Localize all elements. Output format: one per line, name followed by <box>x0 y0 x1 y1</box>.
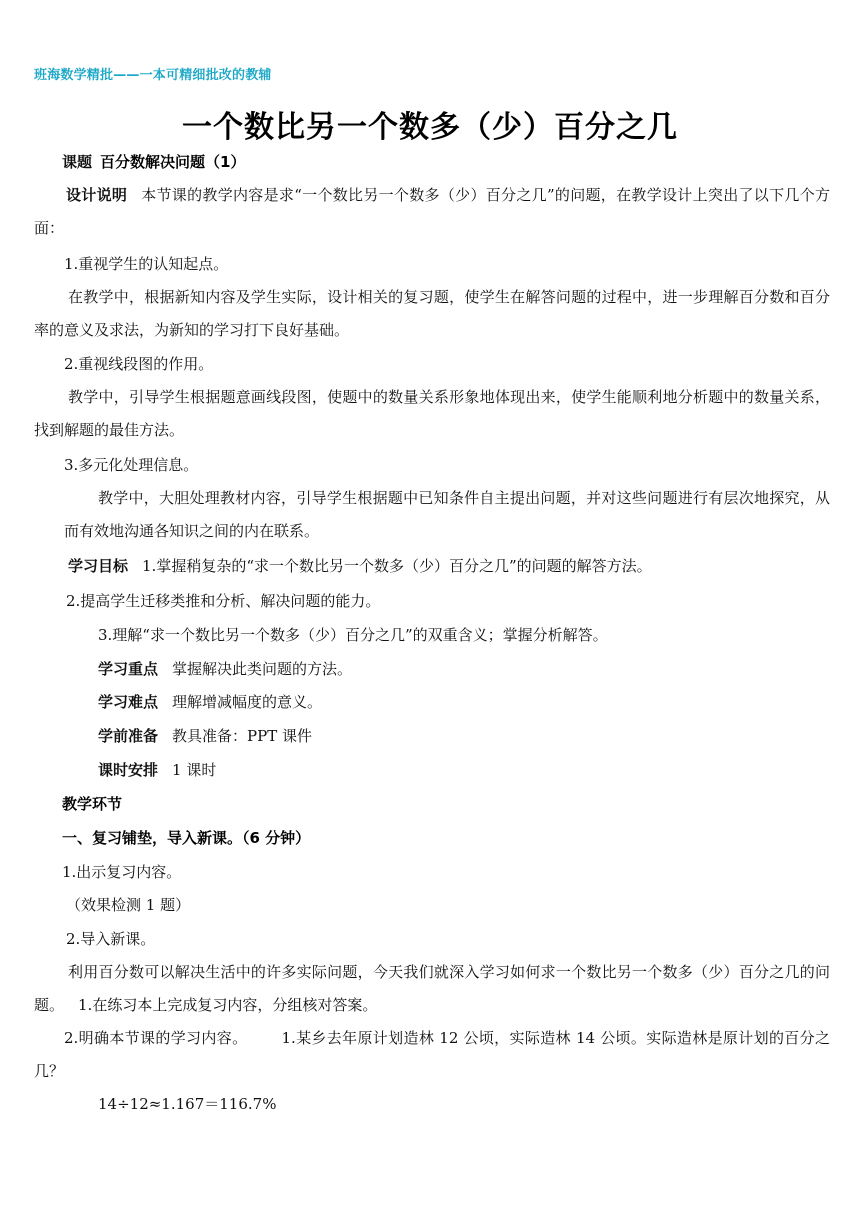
design-point1-title: 1.重视学生的认知起点。 <box>64 255 229 273</box>
s1-item2b: 2.明确本节课的学习内容。 <box>64 1029 248 1047</box>
document-title: 一个数比另一个数多（少）百分之几 <box>182 110 678 145</box>
s1-formula: 14÷12≈1.167＝116.7% <box>98 1095 277 1113</box>
design-paragraph <box>34 179 830 245</box>
design-point3-text: 教学中，大胆处理教材内容，引导学生根据题中已知条件自主提出问题，并对这些问题进行有层次地探究，从而有效地沟通各知识之间的内在联系。 <box>64 489 830 540</box>
design-point2-title: 2.重视线段图的作用。 <box>64 355 214 373</box>
lesson-line <box>62 152 245 172</box>
design-label: 设计说明 <box>66 186 128 204</box>
s1-intro-paragraph <box>34 956 830 1022</box>
s1-para-part2: 1.在练习本上完成复习内容，分组核对答案。 <box>78 996 378 1014</box>
goal-1: 1.掌握稍复杂的“求一个数比另一个数多（少）百分之几”的问题的解答方法。 <box>142 557 652 575</box>
page-header: 班海数学精批——一本可精细批改的教辅 <box>34 68 272 83</box>
design-text: 本节课的教学内容是求“一个数比另一个数多（少）百分之几”的问题，在教学设计上突出了以下几个方面： <box>34 186 830 237</box>
key-point-label: 学习重点 <box>98 660 159 678</box>
s1-para-part1: 利用百分数可以解决生活中的许多实际问题，今天我们就深入学习如何求一个数比另一个数多（少）百分之几的问题。 <box>34 963 830 1014</box>
schedule-text: 1 课时 <box>172 761 217 779</box>
goals-label: 学习目标 <box>68 557 129 575</box>
key-point-text: 掌握解决此类问题的方法。 <box>172 660 353 678</box>
difficulty-label: 学习难点 <box>98 693 159 711</box>
design-point3-title: 3.多元化处理信息。 <box>64 456 199 474</box>
schedule-line <box>98 760 216 780</box>
goal-2: 2.提高学生迁移类推和分析、解决问题的能力。 <box>66 592 381 610</box>
s1-problem-paragraph <box>34 1022 830 1088</box>
difficulty-line <box>98 692 322 712</box>
preparation-line <box>98 726 312 746</box>
preparation-label: 学前准备 <box>98 727 159 745</box>
design-point1-text: 在教学中，根据新知内容及学生实际，设计相关的复习题，使学生在解答问题的过程中，进一步理解百分数和百分率的意义及求法，为新知的学习打下良好基础。 <box>34 288 830 339</box>
lesson-text: 百分数解决问题（1） <box>100 153 246 171</box>
s1-item2: 2.导入新课。 <box>66 930 156 948</box>
preparation-text: 教具准备：PPT 课件 <box>172 727 312 745</box>
s1-problem: 1.某乡去年原计划造林 12 公顷，实际造林 14 公顷。实际造林是原计划的百分之几？ <box>34 1029 830 1080</box>
s1-item1-note: （效果检测 1 题） <box>66 896 191 914</box>
goals-line <box>68 556 652 576</box>
key-point-line <box>98 659 352 679</box>
section1-heading: 一、复习铺垫，导入新课。（6 分钟） <box>62 829 311 847</box>
design-point2-text: 教学中，引导学生根据题意画线段图，使题中的数量关系形象地体现出来，使学生能顺利地分析题中的数量关系，找到解题的最佳方法。 <box>34 388 830 439</box>
s1-item1: 1.出示复习内容。 <box>62 863 182 881</box>
steps-heading: 教学环节 <box>62 795 123 813</box>
difficulty-text: 理解增减幅度的意义。 <box>172 693 323 711</box>
lesson-label: 课题 <box>62 153 93 171</box>
schedule-label: 课时安排 <box>98 761 159 779</box>
goal-3: 3.理解“求一个数比另一个数多（少）百分之几”的双重含义；掌握分析解答。 <box>98 626 608 644</box>
